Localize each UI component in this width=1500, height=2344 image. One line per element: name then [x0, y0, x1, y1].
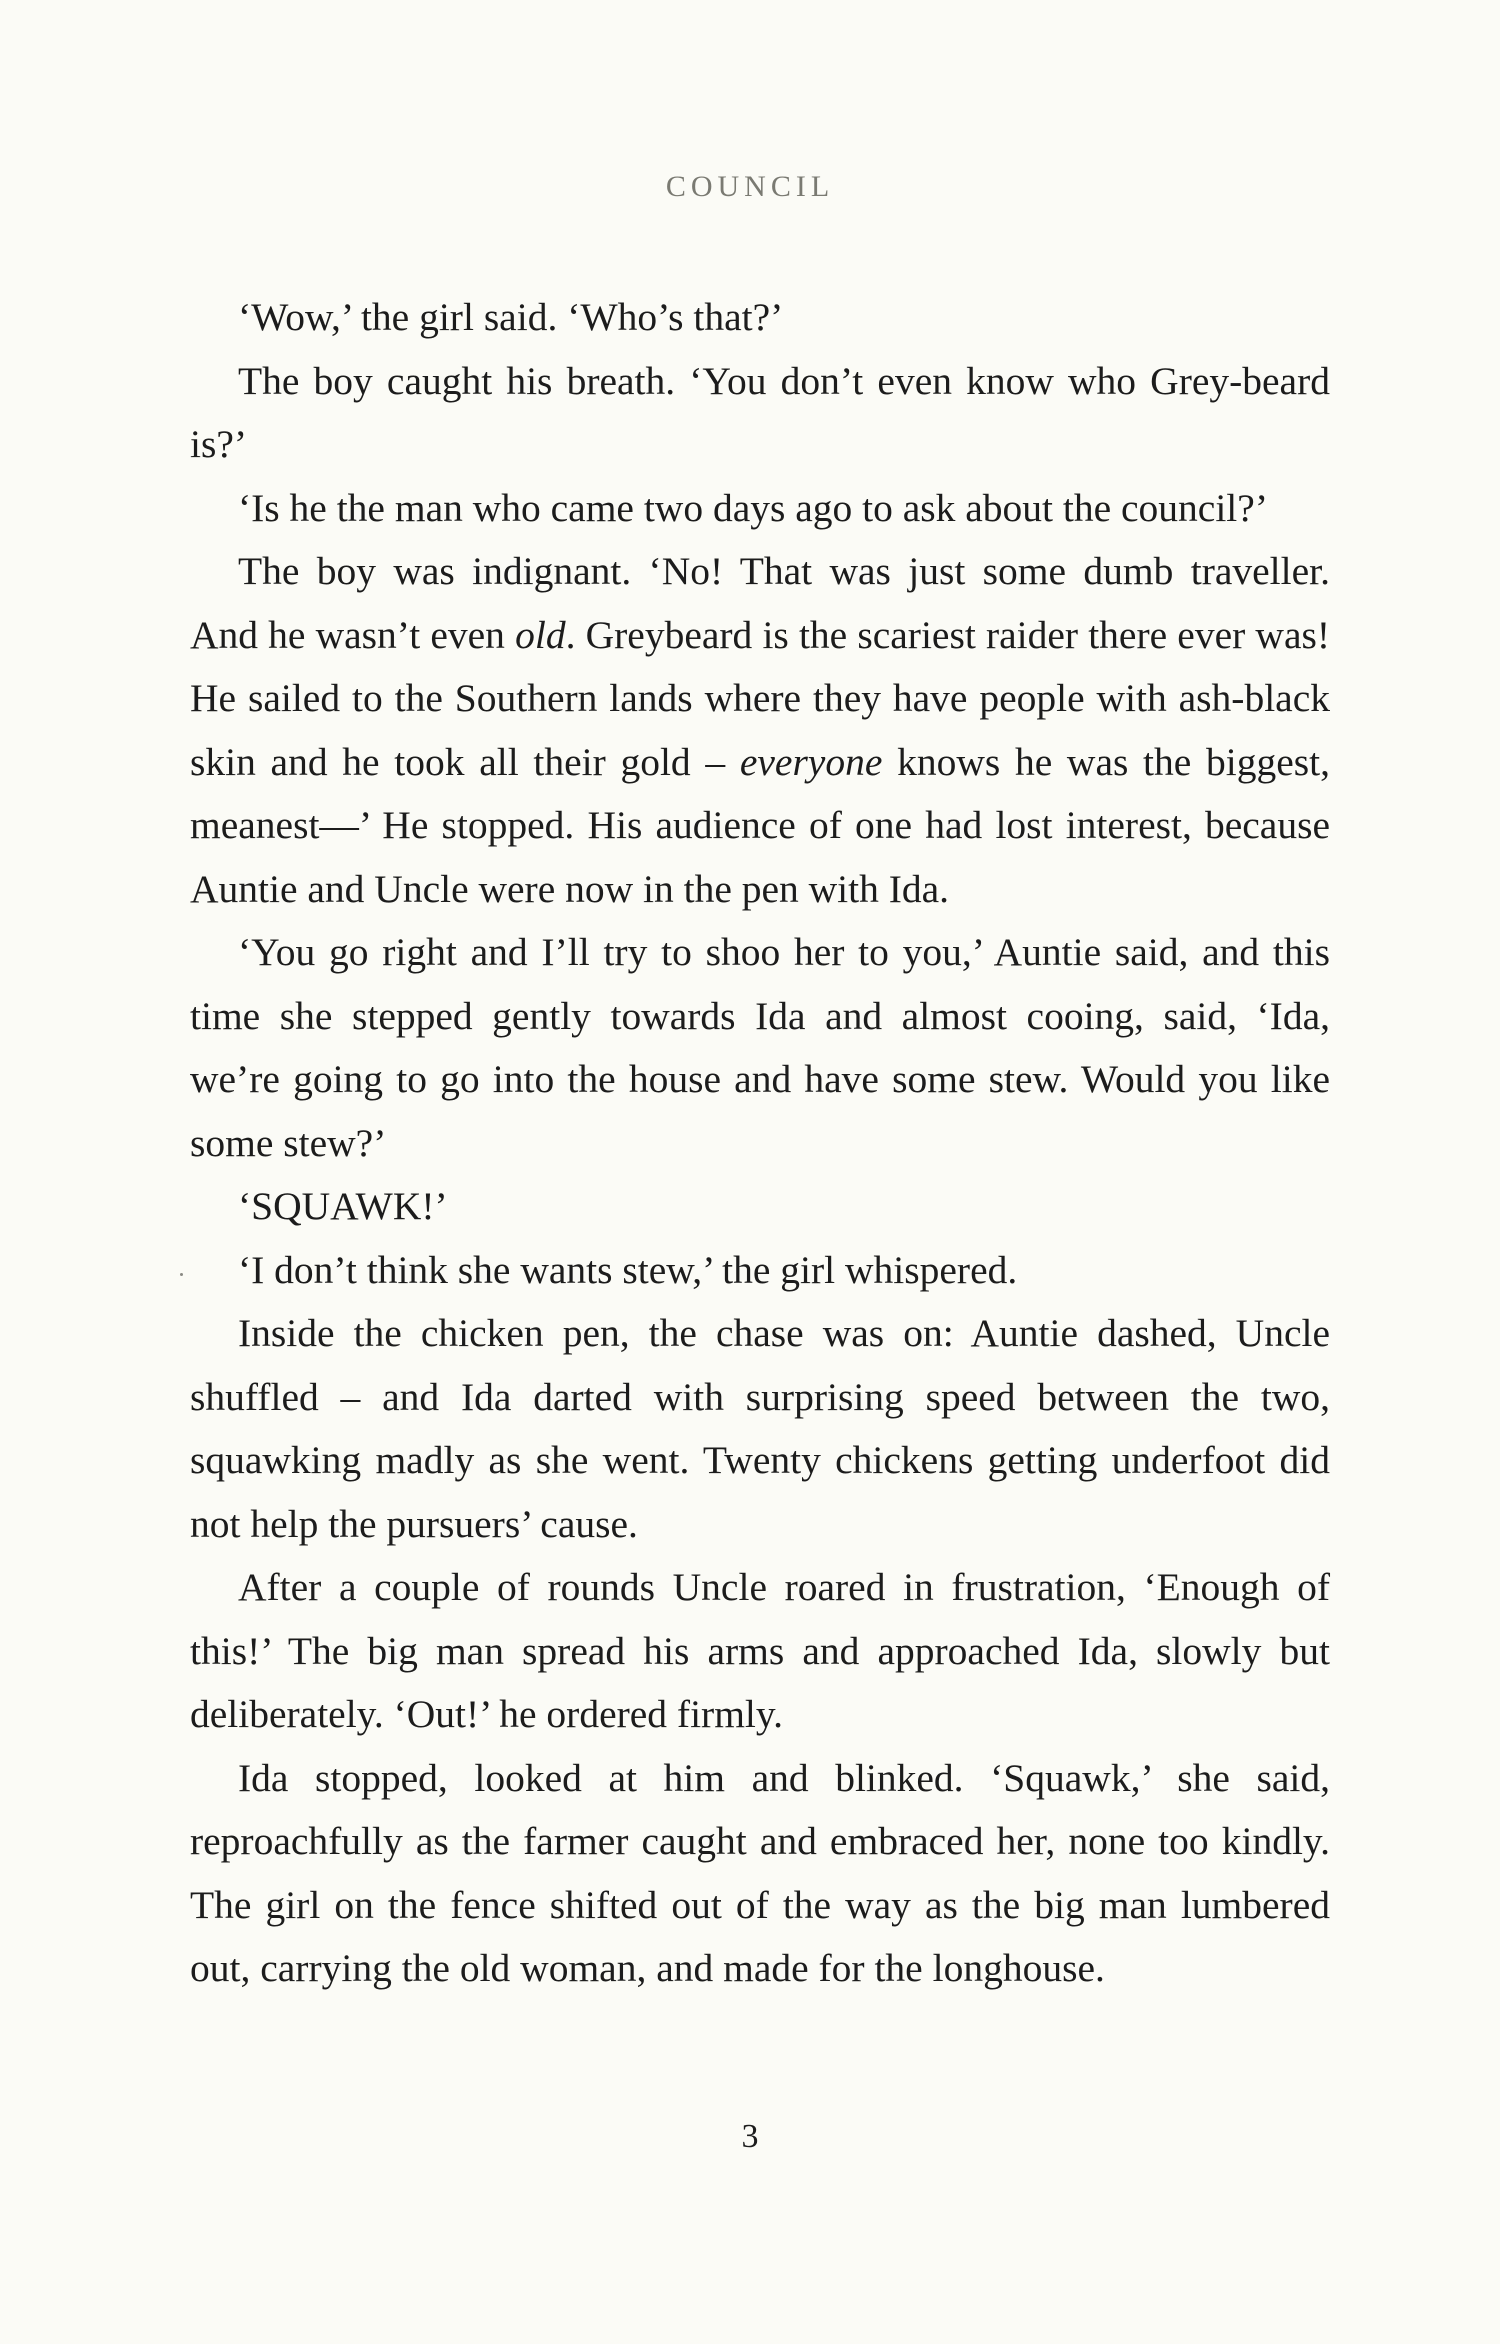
paragraph-text: . Greybeard is the scariest raider there ever was! He sailed to the Southern lands where they have people with ash-black skin and he took all their gold – [190, 612, 1330, 784]
paragraph-text: knows he was the biggest, meanest—’ He stopped. His audience of one had lost interest, because Auntie and Uncle were now in the pen with Ida. [190, 739, 1330, 911]
paragraph: ‘You go right and I’ll try to shoo her to you,’ Auntie said, and this time she stepped gently towards Ida and almost cooing, said, ‘Ida, we’re going to go into the house and have some stew. Would you like some stew?’ [190, 930, 1330, 1165]
body-text [190, 286, 1330, 2001]
paragraph [190, 540, 1330, 921]
paragraph: ‘I don’t think she wants stew,’ the girl whispered. [238, 1247, 1018, 1292]
paragraph: ‘SQUAWK!’ [238, 1184, 448, 1228]
running-head: COUNCIL [665, 170, 835, 203]
paragraph: The boy caught his breath. ‘You don’t even know who Grey-beard is?’ [190, 358, 1330, 466]
paragraph: ‘Wow,’ the girl said. ‘Who’s that?’ [238, 295, 784, 339]
paragraph: Inside the chicken pen, the chase was on: Auntie dashed, Uncle shuffled – and Ida darted with surprising speed between the two, squawking madly as she went. Twenty chickens getting underfoot did not help the pursuers’ cause. [190, 1311, 1330, 1546]
paragraph: ‘Is he the man who came two days ago to ask about the council?’ [238, 485, 1268, 530]
emphasis: old [515, 612, 566, 657]
print-speck [180, 1273, 183, 1276]
paragraph: Ida stopped, looked at him and blinked. ‘Squawk,’ she said, reproachfully as the farmer caught and embraced her, none too kindly. The girl on the fence shifted out of the way as the big man lumbered out, carrying the old woman, and made for the longhouse. [190, 1755, 1330, 1990]
paragraph: After a couple of rounds Uncle roared in frustration, ‘Enough of this!’ The big man spread his arms and approached Ida, slowly but deliberately. ‘Out!’ he ordered firmly. [190, 1565, 1330, 1736]
page-number: 3 [741, 2118, 759, 2155]
paragraph-text: The boy was indignant. ‘No! That was just some dumb traveller. And he wasn’t even [190, 549, 1330, 657]
emphasis: everyone [739, 739, 883, 784]
